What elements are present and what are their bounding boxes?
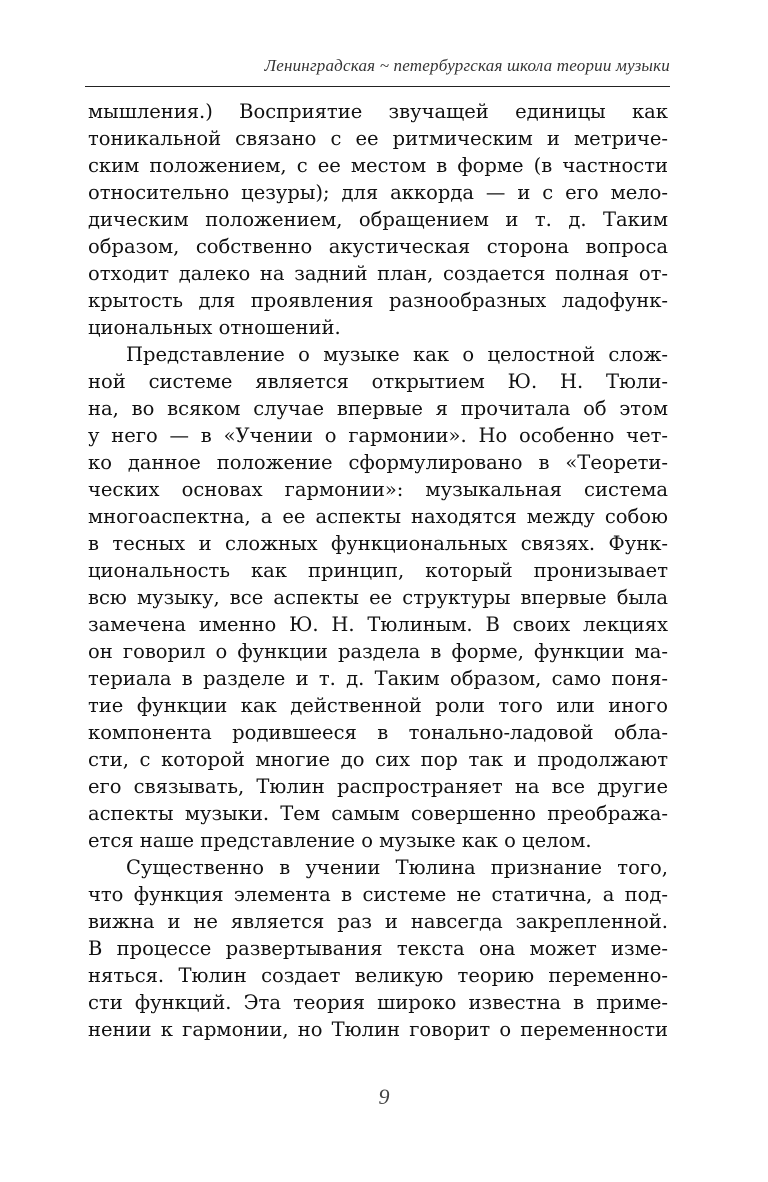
text-line: отходит далеко на задний план, создается полная от- [88, 262, 668, 285]
text-line: ко данное положение сформулировано в «Теорети- [88, 451, 668, 474]
text-line: замечена именно Ю. Н. Тюлиным. В своих лекциях [88, 613, 668, 636]
text-line: его связывать, Тюлин распространяет на все другие [88, 775, 668, 798]
paragraph-1 [88, 98, 668, 341]
text-line: циональность как принцип, который пронизывает [88, 559, 668, 582]
paragraph-3 [88, 854, 668, 1043]
text-line: мышления.) Восприятие звучащей единицы как [88, 100, 668, 123]
running-header: Ленинградская ~ петербургская школа теории музыки [264, 56, 670, 75]
text-line: тие функции как действенной роли того или иного [88, 694, 668, 717]
text-line: дическим положением, обращением и т. д. Таким [88, 208, 668, 231]
text-line: ским положением, с ее местом в форме (в частности [88, 154, 668, 177]
text-line: аспекты музыки. Тем самым совершенно преобража- [88, 802, 668, 825]
text-line: сти функций. Эта теория широко известна в приме- [88, 991, 668, 1014]
text-line: нении к гармонии, но Тюлин говорит о переменности [88, 1018, 668, 1041]
text-line: многоаспектна, а ее аспекты находятся между собою [88, 505, 668, 528]
text-line: компонента родившееся в тонально-ладовой обла- [88, 721, 668, 744]
text-line: относительно цезуры); для аккорда — и с его мело- [88, 181, 668, 204]
text-line: сти, с которой многие до сих пор так и продолжают [88, 748, 668, 771]
text-line: он говорил о функции раздела в форме, функции ма- [88, 640, 668, 663]
text-line: крытость для проявления разнообразных ладофунк- [88, 289, 668, 312]
text-line: В процессе развертывания текста она может изме- [88, 937, 668, 960]
text-line: тоникальной связано с ее ритмическим и метриче- [88, 127, 668, 150]
text-line: в тесных и сложных функциональных связях. Функ- [88, 532, 668, 555]
body-text [88, 98, 668, 1043]
paragraph-2 [88, 341, 668, 854]
text-line: ной системе является открытием Ю. Н. Тюли- [88, 370, 668, 393]
text-line: что функция элемента в системе не статична, а под- [88, 883, 668, 906]
text-line: ческих основах гармонии»: музыкальная система [88, 478, 668, 501]
text-line: у него — в «Учении о гармонии». Но особенно чет- [88, 424, 668, 447]
text-line: на, во всяком случае впервые я прочитала об этом [88, 397, 668, 420]
header-rule [85, 86, 670, 87]
text-line: Существенно в учении Тюлина признание того, [126, 856, 668, 879]
text-line: вижна и не является раз и навсегда закрепленной. [88, 910, 668, 933]
text-line: всю музыку, все аспекты ее структуры впервые была [88, 586, 668, 609]
text-line: ется наше представление о музыке как о целом. [88, 829, 592, 852]
text-line: Представление о музыке как о целостной слож- [126, 343, 668, 366]
text-line: териала в разделе и т. д. Таким образом, само поня- [88, 667, 668, 690]
page-number: 9 [378, 1084, 390, 1109]
text-line: циональных отношений. [88, 316, 341, 339]
text-line: няться. Тюлин создает великую теорию переменно- [88, 964, 668, 987]
text-line: образом, собственно акустическая сторона вопроса [88, 235, 668, 258]
